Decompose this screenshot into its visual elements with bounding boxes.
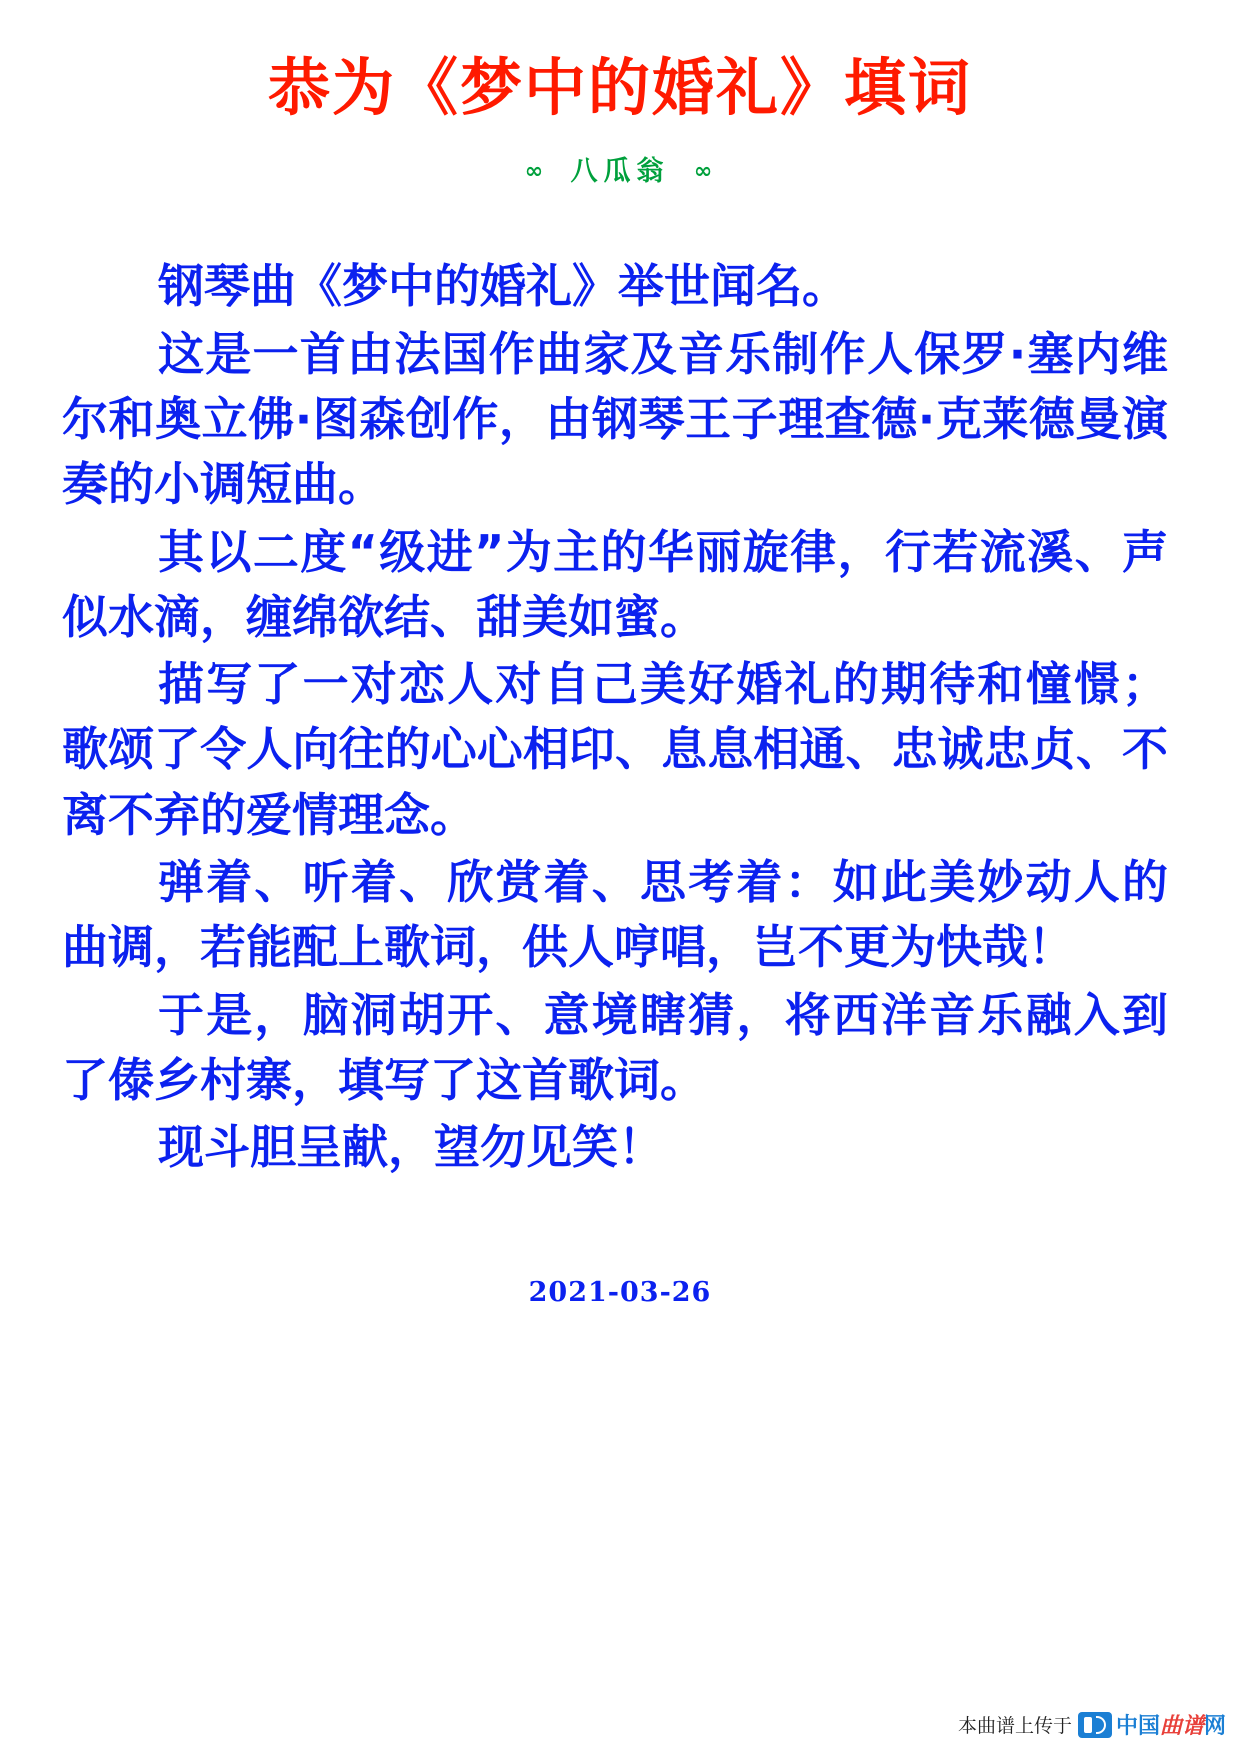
- paragraph: 钢琴曲《梦中的婚礼》举世闻名。: [158, 259, 848, 314]
- paragraph: 于是，脑洞胡开、意境瞎猜，将西洋音乐融入到了傣乡村寨，填写了这首歌词。: [62, 987, 1168, 1108]
- site-name-cn: 中国: [1115, 1714, 1160, 1739]
- paragraph: 弹着、听着、欣赏着、思考着：如此美妙动人的曲调，若能配上歌词，供人哼唱，岂不更为快哉！: [62, 855, 1168, 975]
- document-body: [0, 254, 1240, 1180]
- paragraph: 这是一首由法国作曲家及音乐制作人保罗·塞内维尔和奥立佛·图森创作，由钢琴王子理查德·克莱德曼演奏的小调短曲。: [62, 326, 1168, 512]
- paragraph: 描写了一对恋人对自己美好婚礼的期待和憧憬；歌颂了令人向往的心心相印、息息相通、忠诚忠贞、不离不弃的爱情理念。: [62, 657, 1168, 842]
- site-name: [1116, 1709, 1226, 1740]
- ornament-left-icon: ∞: [524, 159, 547, 185]
- document-date: 2021-03-26: [528, 1276, 712, 1308]
- footer-credit: [958, 1709, 1226, 1740]
- ornament-right-icon: ∞: [693, 159, 716, 185]
- footer-upload-text: 本曲谱上传于: [957, 1715, 1072, 1737]
- music-note-logo-icon: [1078, 1712, 1112, 1738]
- site-logo[interactable]: [1078, 1709, 1226, 1740]
- paragraph: 其以二度“级进”为主的华丽旋律，行若流溪、声似水滴，缠绵欲结、甜美如蜜。: [62, 524, 1168, 644]
- paragraph: 现斗胆呈献，望勿见笑！: [158, 1120, 664, 1175]
- byline: [0, 149, 1240, 188]
- author-name: 八瓜翁: [570, 156, 670, 188]
- page-title: 恭为《梦中的婚礼》填词: [267, 51, 972, 124]
- site-name-qp: 曲谱: [1159, 1714, 1204, 1739]
- site-name-net: 网: [1203, 1714, 1226, 1739]
